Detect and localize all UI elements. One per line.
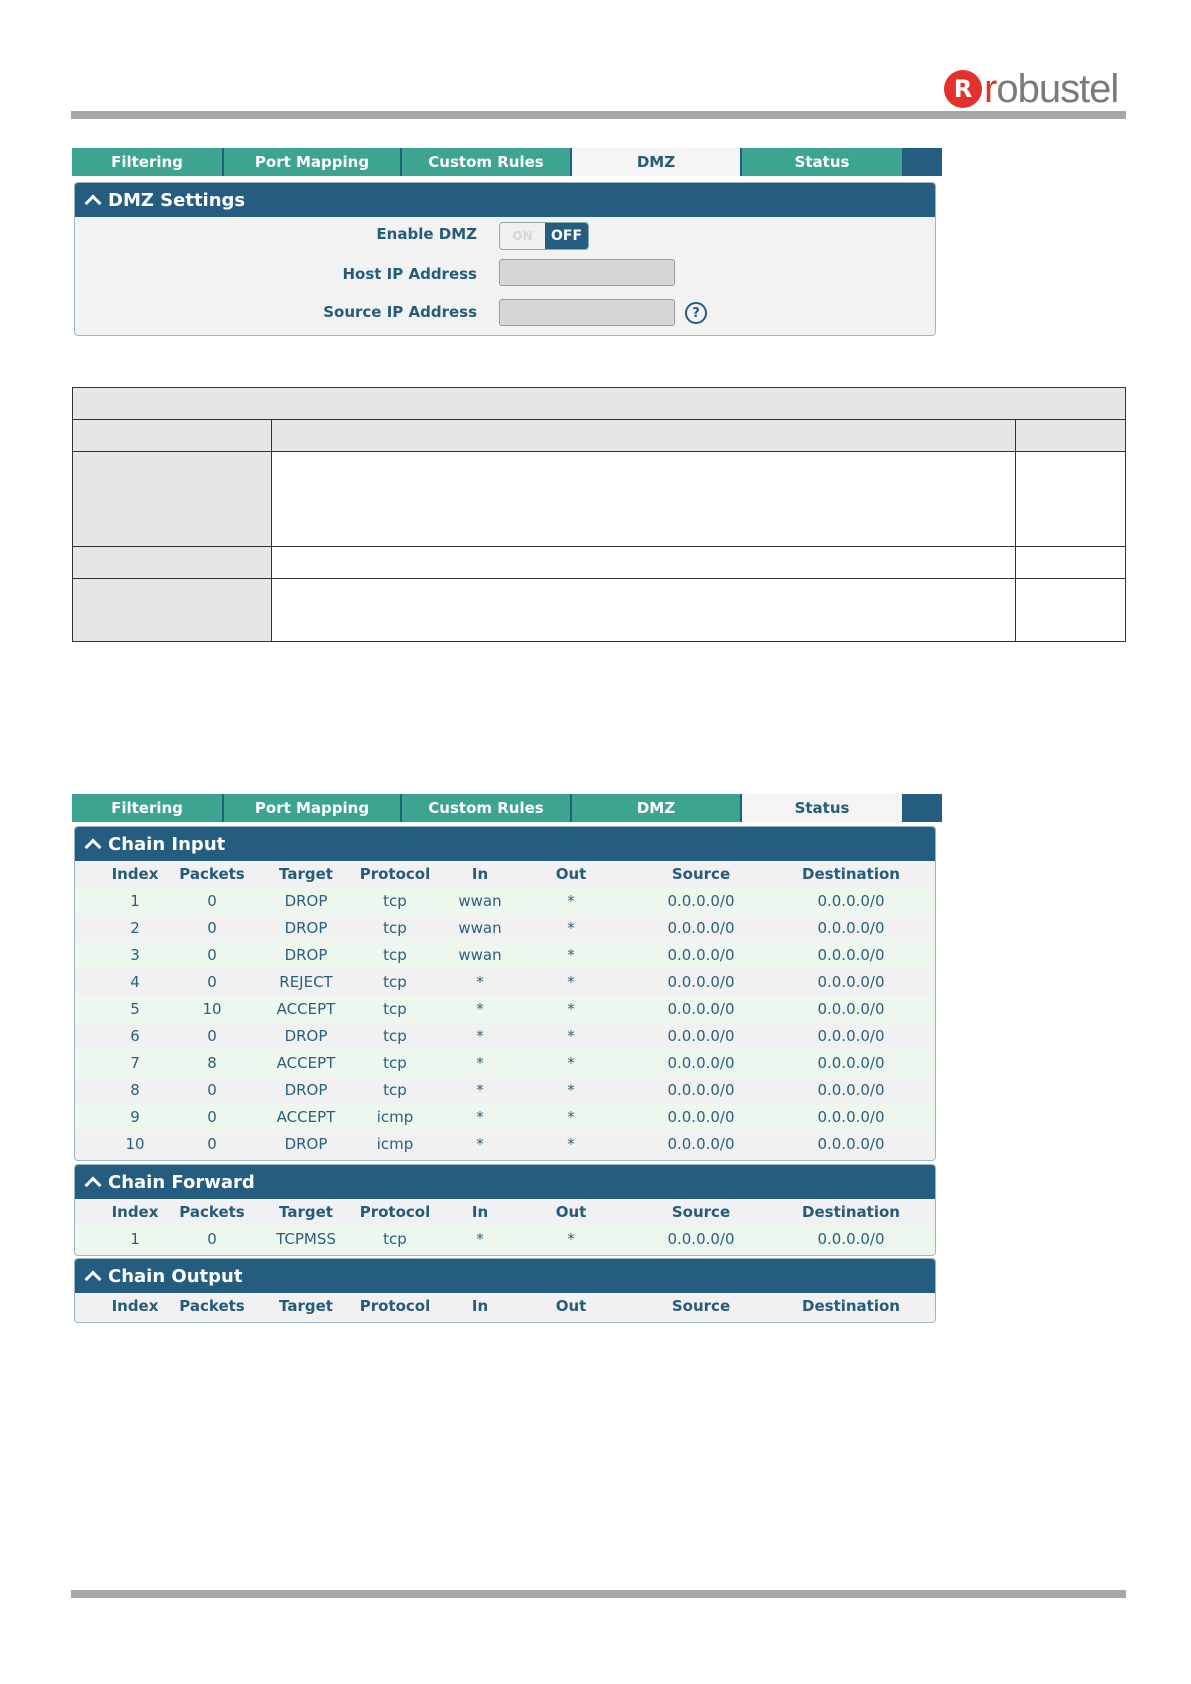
column-header: Protocol [359,1297,431,1315]
table-cell: REJECT [279,973,333,991]
table-row [75,915,935,942]
column-header: Source [671,1297,731,1315]
dmz-settings-panel [74,182,936,336]
table-row [75,1226,935,1253]
table-cell: wwan [458,919,502,937]
status-tab-bar [72,794,942,822]
table-cell: 1 [130,892,140,910]
table-cell: 9 [130,1108,140,1126]
chain-header[interactable] [75,1165,935,1199]
header-rule [71,111,1126,119]
table-cell: 0.0.0.0/0 [817,1108,885,1126]
table-row [75,1050,935,1077]
chain-header[interactable] [75,827,935,861]
table-cell: * [567,892,575,910]
table-cell: DROP [284,1027,328,1045]
table-cell: 0 [207,1230,217,1248]
chevron-up-icon [85,839,102,856]
table-row [75,942,935,969]
tab-custom-rules[interactable]: Custom Rules [402,148,570,176]
table-cell: 0.0.0.0/0 [667,919,735,937]
table-cell [272,579,1016,642]
column-header: Source [671,1203,731,1221]
table-cell: 0.0.0.0/0 [667,973,735,991]
column-header: In [471,865,489,883]
table-cell: 0.0.0.0/0 [667,946,735,964]
table-cell: tcp [383,946,407,964]
chain-header[interactable] [75,1259,935,1293]
table-cell: 0 [207,946,217,964]
table-cell: 7 [130,1054,140,1072]
chain-panel [74,1164,936,1256]
table-row [75,1077,935,1104]
table-row [75,1023,935,1050]
enable-dmz-label: Enable DMZ [376,225,477,243]
table-cell: wwan [458,892,502,910]
table-cell: * [567,1108,575,1126]
chain-panel [74,826,936,1161]
table-cell: 0.0.0.0/0 [667,1230,735,1248]
table-header-cell [272,420,1016,452]
column-header: Destination [802,1203,900,1221]
table-cell: 0.0.0.0/0 [667,1108,735,1126]
table-cell: * [567,1000,575,1018]
tab-dmz[interactable]: DMZ [572,794,740,822]
table-cell [272,452,1016,547]
table-cell: * [476,1027,484,1045]
tab-dmz[interactable]: DMZ [572,148,740,176]
chain-title: Chain Input [108,833,226,855]
table-cell: 0 [207,1081,217,1099]
table-cell: icmp [376,1108,414,1126]
source-ip-input[interactable] [499,299,675,326]
host-ip-input[interactable] [499,259,675,286]
table-cell: 4 [130,973,140,991]
blank-parameter-table [72,387,1126,642]
column-header: Out [555,865,587,883]
table-cell: icmp [376,1135,414,1153]
table-cell: * [476,1135,484,1153]
table-cell: * [476,1108,484,1126]
table-cell: 0 [207,1135,217,1153]
table-row [75,969,935,996]
table-cell [1016,452,1126,547]
table-cell [1016,547,1126,579]
dmz-tab-bar [72,148,942,176]
table-cell: 0.0.0.0/0 [817,946,885,964]
robustel-logo-mark: R [944,70,982,108]
table-cell: 8 [207,1054,217,1072]
toggle-off-label: OFF [545,223,588,249]
column-header: Packets [179,1297,245,1315]
table-cell: ACCEPT [276,1108,336,1126]
help-icon[interactable]: ? [685,302,707,324]
table-label-cell [73,452,272,547]
toggle-on-label: ON [500,223,545,249]
column-header: Target [279,865,333,883]
table-cell: 0.0.0.0/0 [817,1081,885,1099]
table-cell: 0 [207,919,217,937]
enable-dmz-toggle[interactable] [499,222,589,250]
table-cell: tcp [383,919,407,937]
table-cell: tcp [383,1000,407,1018]
table-header-row [75,1293,935,1320]
tab-filtering[interactable]: Filtering [72,148,222,176]
table-header-cell [1016,420,1126,452]
footer-rule [71,1590,1126,1598]
column-header: In [471,1297,489,1315]
table-row [75,1104,935,1131]
table-cell: 0 [207,1108,217,1126]
table-cell: tcp [383,973,407,991]
column-header: Index [111,1203,159,1221]
column-header: Target [279,1297,333,1315]
table-header-row [75,1199,935,1226]
table-cell: 1 [130,1230,140,1248]
tab-filtering[interactable]: Filtering [72,794,222,822]
table-cell: * [476,973,484,991]
table-cell: 0.0.0.0/0 [817,1027,885,1045]
table-cell: 8 [130,1081,140,1099]
table-cell: ACCEPT [276,1054,336,1072]
table-cell: 0.0.0.0/0 [817,919,885,937]
table-cell: 2 [130,919,140,937]
table-cell: tcp [383,1054,407,1072]
column-header: Packets [179,865,245,883]
column-header: Destination [802,865,900,883]
column-header: Packets [179,1203,245,1221]
table-cell: 0.0.0.0/0 [817,1000,885,1018]
table-cell: 0.0.0.0/0 [817,1135,885,1153]
table-cell: 0 [207,892,217,910]
table-header-row [75,861,935,888]
column-header: Out [555,1203,587,1221]
table-cell: ACCEPT [276,1000,336,1018]
table-cell: tcp [383,1230,407,1248]
table-cell: 0.0.0.0/0 [667,1135,735,1153]
table-cell: 0.0.0.0/0 [817,973,885,991]
table-label-cell [73,547,272,579]
table-row [75,1131,935,1158]
table-cell: DROP [284,946,328,964]
column-header: Index [111,1297,159,1315]
dmz-settings-title: DMZ Settings [108,189,246,211]
dmz-settings-header[interactable] [75,183,935,217]
table-cell: * [567,1027,575,1045]
host-ip-label: Host IP Address [342,265,477,283]
table-cell: 0.0.0.0/0 [817,1230,885,1248]
table-cell: 6 [130,1027,140,1045]
column-header: In [471,1203,489,1221]
chain-title: Chain Output [108,1265,243,1287]
robustel-wordmark: robustel [984,66,1119,111]
table-cell: 0.0.0.0/0 [817,1054,885,1072]
table-cell: * [567,1135,575,1153]
table-cell: tcp [383,892,407,910]
table-title-cell [73,388,1126,420]
table-cell: 5 [130,1000,140,1018]
column-header: Index [111,865,159,883]
table-cell: 10 [202,1000,222,1018]
table-cell [1016,579,1126,642]
table-cell: 10 [125,1135,145,1153]
column-header: Target [279,1203,333,1221]
table-cell: 0.0.0.0/0 [667,892,735,910]
table-cell: tcp [383,1027,407,1045]
chevron-up-icon [85,1177,102,1194]
table-cell: * [567,919,575,937]
tab-custom-rules[interactable]: Custom Rules [402,794,570,822]
table-label-cell [73,579,272,642]
table-row [75,996,935,1023]
column-header: Protocol [359,1203,431,1221]
column-header: Source [671,865,731,883]
column-header: Protocol [359,865,431,883]
tab-status[interactable]: Status [742,794,902,822]
table-cell: 0 [207,1027,217,1045]
table-cell: * [567,1054,575,1072]
column-header: Out [555,1297,587,1315]
table-cell: * [567,1081,575,1099]
table-cell: DROP [284,1081,328,1099]
table-cell: DROP [284,1135,328,1153]
table-row [75,888,935,915]
table-cell: * [567,946,575,964]
tab-status[interactable]: Status [742,148,902,176]
table-cell: 0.0.0.0/0 [667,1054,735,1072]
chevron-up-icon [85,1271,102,1288]
table-header-cell [73,420,272,452]
table-cell: * [476,1230,484,1248]
table-cell [272,547,1016,579]
table-cell: * [567,973,575,991]
table-cell: wwan [458,946,502,964]
table-cell: 0.0.0.0/0 [817,892,885,910]
table-cell: 3 [130,946,140,964]
table-cell: DROP [284,919,328,937]
table-cell: 0 [207,973,217,991]
table-cell: 0.0.0.0/0 [667,1081,735,1099]
table-cell: * [476,1081,484,1099]
table-cell: DROP [284,892,328,910]
tab-port-mapping[interactable]: Port Mapping [224,794,400,822]
chain-title: Chain Forward [108,1171,255,1193]
table-cell: * [476,1054,484,1072]
source-ip-label: Source IP Address [323,303,477,321]
table-cell: TCPMSS [276,1230,336,1248]
table-cell: tcp [383,1081,407,1099]
tab-port-mapping[interactable]: Port Mapping [224,148,400,176]
column-header: Destination [802,1297,900,1315]
robustel-logo [944,66,1118,112]
chain-panel [74,1258,936,1323]
table-cell: 0.0.0.0/0 [667,1000,735,1018]
table-cell: * [567,1230,575,1248]
table-cell: 0.0.0.0/0 [667,1027,735,1045]
table-cell: * [476,1000,484,1018]
chevron-up-icon [85,195,102,212]
